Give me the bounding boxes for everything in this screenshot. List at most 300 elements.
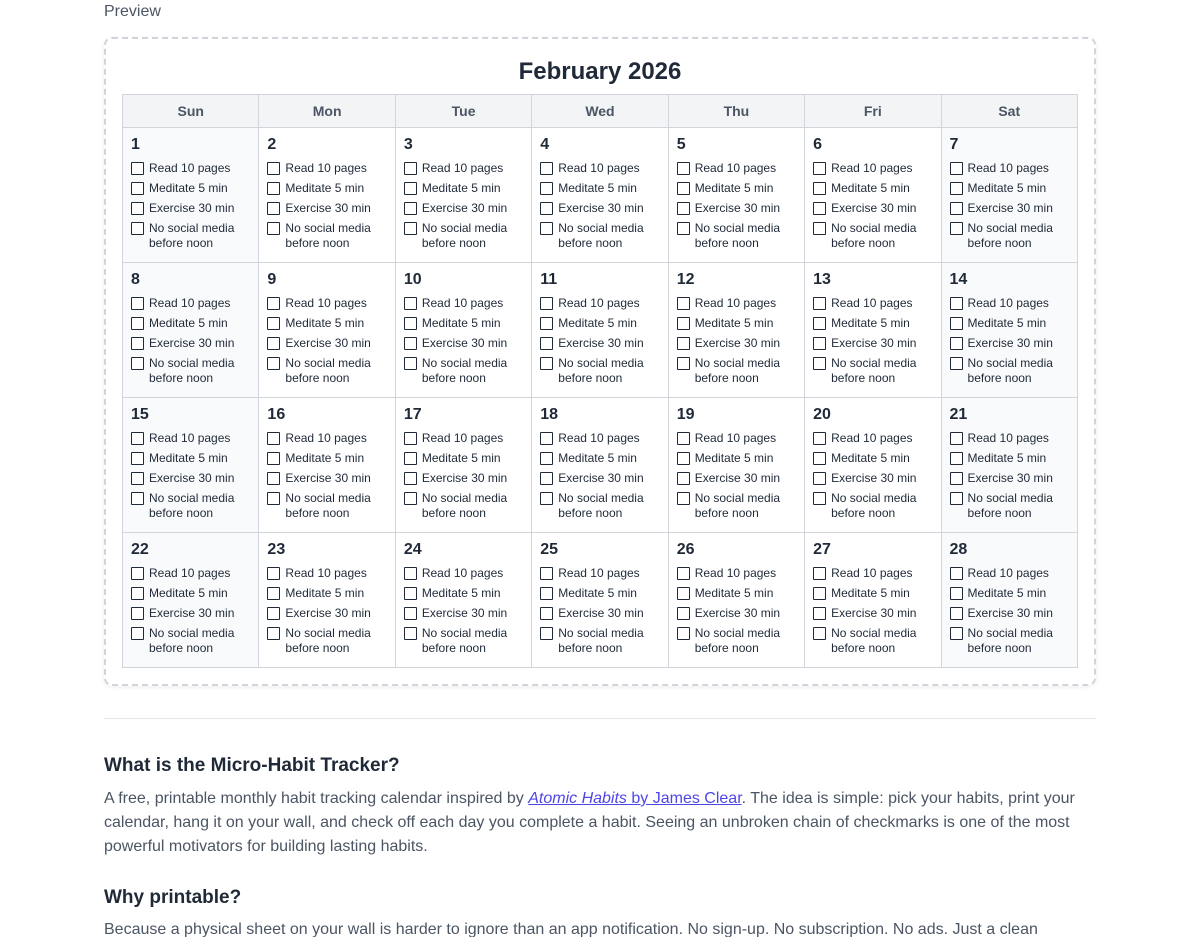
checkbox-icon[interactable] [540, 337, 553, 350]
checkbox-icon[interactable] [267, 432, 280, 445]
habit-item [813, 491, 940, 521]
habit-item [677, 491, 804, 521]
habit-item [677, 606, 804, 621]
habit-label: Exercise 30 min [558, 606, 644, 620]
habit-item [540, 336, 667, 351]
habit-label: Meditate 5 min [285, 316, 365, 330]
day-number: 10 [403, 271, 422, 288]
habit-label: Read 10 pages [694, 161, 777, 175]
checkbox-icon[interactable] [950, 492, 963, 505]
habit-label: Read 10 pages [967, 566, 1049, 580]
checkbox-icon[interactable] [813, 222, 826, 235]
checkbox-icon[interactable] [267, 587, 280, 600]
checkbox-icon[interactable] [540, 492, 553, 505]
habit-label: Meditate 5 min [831, 181, 910, 195]
habit-item [131, 356, 258, 386]
checkbox-icon[interactable] [267, 357, 280, 370]
checkbox-icon[interactable] [677, 627, 690, 640]
checkbox-icon[interactable] [540, 432, 553, 445]
checkbox-icon[interactable] [950, 162, 963, 175]
weekday-tue: Tue [396, 95, 532, 127]
checkbox-icon[interactable] [131, 492, 144, 505]
habit-item [404, 431, 531, 446]
checkbox-icon[interactable] [404, 472, 417, 485]
checkbox-icon[interactable] [813, 357, 826, 370]
habit-label: No social media before noon [967, 356, 1053, 385]
checkbox-icon[interactable] [131, 587, 144, 600]
habit-item [540, 491, 667, 521]
checkbox-icon[interactable] [267, 627, 280, 640]
day-number: 9 [267, 271, 277, 288]
day-cell [123, 263, 259, 397]
habit-item [950, 201, 1077, 216]
habit-item [813, 221, 940, 251]
checkbox-icon[interactable] [404, 492, 417, 505]
habit-item [813, 471, 940, 486]
checkbox-icon[interactable] [540, 607, 553, 620]
habit-label: No social media before noon [694, 221, 781, 250]
checkbox-icon[interactable] [267, 317, 280, 330]
habit-label: Read 10 pages [694, 431, 777, 445]
checkbox-icon[interactable] [950, 182, 963, 195]
habit-item [131, 626, 258, 656]
day-number: 28 [949, 541, 968, 558]
checkbox-icon[interactable] [267, 297, 280, 310]
habit-item [267, 181, 394, 196]
checkbox-icon[interactable] [131, 182, 144, 195]
checkbox-icon[interactable] [131, 472, 144, 485]
checkbox-icon[interactable] [540, 452, 553, 465]
checkbox-icon[interactable] [267, 162, 280, 175]
checkbox-icon[interactable] [404, 627, 417, 640]
checkbox-icon[interactable] [267, 492, 280, 505]
checkbox-icon[interactable] [950, 297, 963, 310]
habit-label: Exercise 30 min [694, 336, 781, 350]
checkbox-icon[interactable] [267, 202, 280, 215]
habit-item [267, 161, 394, 176]
habit-item [131, 586, 258, 601]
checkbox-icon[interactable] [131, 607, 144, 620]
checkbox-icon[interactable] [677, 492, 690, 505]
checkbox-icon[interactable] [813, 317, 826, 330]
habit-item [404, 491, 531, 521]
day-cell [669, 263, 805, 397]
day-cell [532, 398, 668, 532]
habit-item [540, 606, 667, 621]
checkbox-icon[interactable] [950, 432, 963, 445]
habit-label: Exercise 30 min [421, 606, 508, 620]
habit-label: Meditate 5 min [967, 451, 1047, 465]
habit-item [131, 161, 258, 176]
week-row [123, 263, 1077, 398]
habit-label: Exercise 30 min [694, 201, 781, 215]
habit-label: No social media before noon [285, 491, 371, 520]
checkbox-icon[interactable] [540, 472, 553, 485]
checkbox-icon[interactable] [950, 627, 963, 640]
habit-item [540, 356, 667, 386]
habit-label: Exercise 30 min [831, 471, 917, 485]
habit-label: No social media before noon [558, 491, 644, 520]
habit-item [813, 356, 940, 386]
checkbox-icon[interactable] [677, 162, 690, 175]
habit-item [813, 586, 940, 601]
checkbox-icon[interactable] [131, 162, 144, 175]
checkbox-icon[interactable] [677, 202, 690, 215]
habit-label: No social media before noon [967, 221, 1053, 250]
habit-label: Exercise 30 min [967, 606, 1053, 620]
day-cell [532, 533, 668, 667]
habit-label: Meditate 5 min [149, 316, 228, 330]
day-cell [396, 128, 532, 262]
checkbox-icon[interactable] [404, 162, 417, 175]
day-cell [123, 128, 259, 262]
habit-label: Exercise 30 min [149, 471, 235, 485]
checkbox-icon[interactable] [677, 357, 690, 370]
day-number: 14 [949, 271, 968, 288]
day-cell [805, 398, 941, 532]
checkbox-icon[interactable] [404, 317, 417, 330]
habit-item [677, 586, 804, 601]
about-text-start: A free, printable monthly habit tracking calendar inspired by [104, 790, 529, 807]
habit-label: Meditate 5 min [421, 181, 501, 195]
habit-label: Read 10 pages [967, 296, 1049, 310]
habit-label: Meditate 5 min [421, 316, 501, 330]
day-cell [669, 128, 805, 262]
habit-item [677, 296, 804, 311]
preview-label: Preview [104, 3, 161, 20]
habit-item [131, 201, 258, 216]
habit-item [131, 316, 258, 331]
habit-label: No social media before noon [149, 221, 235, 250]
habit-label: No social media before noon [558, 356, 644, 385]
habit-label: Meditate 5 min [694, 181, 774, 195]
checkbox-icon[interactable] [267, 452, 280, 465]
habit-item [950, 356, 1077, 386]
day-cell [259, 128, 395, 262]
checkbox-icon[interactable] [813, 337, 826, 350]
checkbox-icon[interactable] [267, 607, 280, 620]
habit-item [677, 566, 804, 581]
checkbox-icon[interactable] [677, 567, 690, 580]
checkbox-icon[interactable] [131, 452, 144, 465]
habit-item [131, 471, 258, 486]
day-number: 13 [813, 271, 831, 288]
habit-label: No social media before noon [694, 356, 781, 385]
checkbox-icon[interactable] [404, 432, 417, 445]
checkbox-icon[interactable] [404, 337, 417, 350]
habit-label: Meditate 5 min [149, 586, 228, 600]
checkbox-icon[interactable] [677, 472, 690, 485]
checkbox-icon[interactable] [950, 472, 963, 485]
day-number: 20 [813, 406, 831, 423]
checkbox-icon[interactable] [540, 567, 553, 580]
habit-item [950, 451, 1077, 466]
checkbox-icon[interactable] [404, 607, 417, 620]
checkbox-icon[interactable] [813, 452, 826, 465]
habit-item [404, 451, 531, 466]
checkbox-icon[interactable] [950, 452, 963, 465]
habit-label: Exercise 30 min [285, 201, 371, 215]
checkbox-icon[interactable] [677, 317, 690, 330]
checkbox-icon[interactable] [813, 297, 826, 310]
habit-label: Read 10 pages [694, 296, 777, 310]
about-paragraph [104, 787, 1096, 859]
checkbox-icon[interactable] [677, 432, 690, 445]
checkbox-icon[interactable] [540, 627, 553, 640]
habit-label: Read 10 pages [421, 566, 504, 580]
checkbox-icon[interactable] [404, 567, 417, 580]
habit-item [131, 221, 258, 251]
checkbox-icon[interactable] [677, 607, 690, 620]
checkbox-icon[interactable] [813, 627, 826, 640]
habit-label: Read 10 pages [285, 566, 367, 580]
habit-item [813, 336, 940, 351]
checkbox-icon[interactable] [404, 357, 417, 370]
habit-label: Exercise 30 min [285, 336, 371, 350]
checkbox-icon[interactable] [813, 162, 826, 175]
checkbox-icon[interactable] [677, 222, 690, 235]
habit-item [540, 451, 667, 466]
habit-item [404, 221, 531, 251]
habit-item [404, 566, 531, 581]
habit-item [267, 336, 394, 351]
habit-item [404, 316, 531, 331]
checkbox-icon[interactable] [813, 587, 826, 600]
habit-item [813, 566, 940, 581]
checkbox-icon[interactable] [950, 337, 963, 350]
week-row [123, 128, 1077, 263]
habit-label: Meditate 5 min [285, 181, 365, 195]
habit-item [131, 431, 258, 446]
habit-label: Read 10 pages [421, 431, 504, 445]
habit-label: No social media before noon [149, 491, 235, 520]
habit-item [404, 356, 531, 386]
habit-item [404, 626, 531, 656]
habit-label: Read 10 pages [421, 296, 504, 310]
habit-item [677, 471, 804, 486]
habit-label: Read 10 pages [967, 161, 1049, 175]
checkbox-icon[interactable] [131, 357, 144, 370]
day-number: 17 [403, 406, 422, 423]
calendar-body [123, 128, 1077, 667]
checkbox-icon[interactable] [677, 452, 690, 465]
habit-label: Read 10 pages [831, 566, 913, 580]
habit-item [267, 626, 394, 656]
day-cell [532, 128, 668, 262]
habit-item [950, 316, 1077, 331]
habit-item [267, 296, 394, 311]
checkbox-icon[interactable] [950, 607, 963, 620]
habit-label: No social media before noon [967, 626, 1053, 655]
habit-item [813, 316, 940, 331]
habit-item [950, 431, 1077, 446]
day-cell [805, 263, 941, 397]
day-number: 24 [403, 541, 422, 558]
habit-item [677, 356, 804, 386]
habit-item [677, 201, 804, 216]
checkbox-icon[interactable] [813, 492, 826, 505]
checkbox-icon[interactable] [404, 452, 417, 465]
habit-item [677, 181, 804, 196]
habit-item [950, 161, 1077, 176]
habit-label: No social media before noon [149, 626, 235, 655]
day-cell [669, 533, 805, 667]
checkbox-icon[interactable] [813, 182, 826, 195]
checkbox-icon[interactable] [267, 337, 280, 350]
habit-label: No social media before noon [421, 356, 508, 385]
about-heading: What is the Micro-Habit Tracker? [104, 755, 400, 776]
checkbox-icon[interactable] [540, 162, 553, 175]
habit-label: Read 10 pages [149, 566, 231, 580]
habit-item [950, 566, 1077, 581]
checkbox-icon[interactable] [540, 587, 553, 600]
checkbox-icon[interactable] [813, 472, 826, 485]
day-cell [532, 263, 668, 397]
day-number: 25 [540, 541, 559, 558]
checkbox-icon[interactable] [950, 357, 963, 370]
checkbox-icon[interactable] [540, 357, 553, 370]
checkbox-icon[interactable] [677, 297, 690, 310]
calendar-preview [104, 37, 1096, 686]
weekday-header [123, 95, 1077, 128]
habit-item [267, 201, 394, 216]
checkbox-icon[interactable] [540, 222, 553, 235]
habit-label: Exercise 30 min [285, 471, 371, 485]
checkbox-icon[interactable] [813, 567, 826, 580]
habit-item [813, 181, 940, 196]
habit-label: Exercise 30 min [558, 471, 644, 485]
checkbox-icon[interactable] [677, 182, 690, 195]
checkbox-icon[interactable] [131, 627, 144, 640]
day-number: 1 [131, 136, 140, 153]
day-cell [942, 128, 1077, 262]
habit-label: Exercise 30 min [149, 336, 235, 350]
habit-item [131, 566, 258, 581]
habit-label: No social media before noon [831, 491, 917, 520]
checkbox-icon[interactable] [813, 202, 826, 215]
habit-item [404, 161, 531, 176]
checkbox-icon[interactable] [540, 297, 553, 310]
habit-label: No social media before noon [421, 626, 508, 655]
checkbox-icon[interactable] [131, 317, 144, 330]
habit-label: Meditate 5 min [558, 316, 637, 330]
checkbox-icon[interactable] [813, 607, 826, 620]
habit-label: Exercise 30 min [421, 201, 508, 215]
habit-label: No social media before noon [694, 491, 781, 520]
day-cell [942, 263, 1077, 397]
habit-label: Meditate 5 min [831, 586, 910, 600]
checkbox-icon[interactable] [677, 587, 690, 600]
section-divider [104, 718, 1096, 719]
why-paragraph: Because a physical sheet on your wall is harder to ignore than an app notification. No sign-up. No subscription. No ads. Just a clean [104, 921, 1038, 937]
day-cell [123, 398, 259, 532]
day-cell [259, 398, 395, 532]
day-number: 27 [813, 541, 831, 558]
habit-item [540, 566, 667, 581]
habit-item [677, 316, 804, 331]
atomic-habits-link[interactable] [528, 790, 741, 807]
habit-label: Exercise 30 min [967, 336, 1053, 350]
checkbox-icon[interactable] [404, 587, 417, 600]
checkbox-icon[interactable] [267, 567, 280, 580]
day-number: 15 [131, 406, 149, 423]
habit-item [813, 626, 940, 656]
day-cell [942, 533, 1077, 667]
checkbox-icon[interactable] [404, 202, 417, 215]
checkbox-icon[interactable] [950, 222, 963, 235]
habit-label: Meditate 5 min [831, 451, 910, 465]
habit-item [267, 356, 394, 386]
checkbox-icon[interactable] [131, 202, 144, 215]
checkbox-icon[interactable] [950, 202, 963, 215]
habit-label: Meditate 5 min [967, 316, 1047, 330]
checkbox-icon[interactable] [540, 317, 553, 330]
habit-label: Exercise 30 min [149, 201, 235, 215]
about-text-end: . The idea is simple: pick your habits, print your calendar, hang it on your wall, and check off each day you complete a habit. Seeing an unbroken chain of checkmarks is one of the most powerful motivators for building lasting habits. [104, 790, 1075, 855]
checkbox-icon[interactable] [950, 317, 963, 330]
habit-label: No social media before noon [831, 221, 917, 250]
checkbox-icon[interactable] [267, 182, 280, 195]
day-cell [805, 128, 941, 262]
week-row [123, 398, 1077, 533]
checkbox-icon[interactable] [404, 297, 417, 310]
habit-label: No social media before noon [967, 491, 1053, 520]
habit-item [540, 471, 667, 486]
habit-label: Read 10 pages [149, 431, 231, 445]
why-heading: Why printable? [104, 887, 242, 908]
habit-item [950, 221, 1077, 251]
checkbox-icon[interactable] [404, 222, 417, 235]
habit-label: Read 10 pages [421, 161, 504, 175]
habit-label: No social media before noon [558, 221, 644, 250]
weekday-sat: Sat [998, 103, 1021, 119]
checkbox-icon[interactable] [131, 337, 144, 350]
week-row [123, 533, 1077, 667]
checkbox-icon[interactable] [267, 472, 280, 485]
checkbox-icon[interactable] [131, 297, 144, 310]
habit-label: Read 10 pages [285, 431, 367, 445]
day-cell [669, 398, 805, 532]
checkbox-icon[interactable] [540, 182, 553, 195]
habit-label: No social media before noon [558, 626, 644, 655]
habit-item [404, 336, 531, 351]
checkbox-icon[interactable] [267, 222, 280, 235]
checkbox-icon[interactable] [404, 182, 417, 195]
habit-label: Read 10 pages [831, 431, 913, 445]
habit-label: Exercise 30 min [831, 606, 917, 620]
habit-label: Meditate 5 min [285, 451, 365, 465]
habit-item [540, 161, 667, 176]
checkbox-icon[interactable] [950, 587, 963, 600]
checkbox-icon[interactable] [131, 222, 144, 235]
day-number: 19 [676, 406, 695, 423]
habit-item [950, 336, 1077, 351]
checkbox-icon[interactable] [131, 432, 144, 445]
checkbox-icon[interactable] [813, 432, 826, 445]
habit-label: Meditate 5 min [967, 586, 1047, 600]
habit-item [950, 471, 1077, 486]
checkbox-icon[interactable] [677, 337, 690, 350]
habit-item [540, 316, 667, 331]
checkbox-icon[interactable] [540, 202, 553, 215]
checkbox-icon[interactable] [131, 567, 144, 580]
habit-label: No social media before noon [831, 356, 917, 385]
habit-label: Exercise 30 min [149, 606, 235, 620]
habit-label: Meditate 5 min [149, 451, 228, 465]
checkbox-icon[interactable] [950, 567, 963, 580]
day-cell [396, 398, 532, 532]
day-number: 21 [949, 406, 968, 423]
